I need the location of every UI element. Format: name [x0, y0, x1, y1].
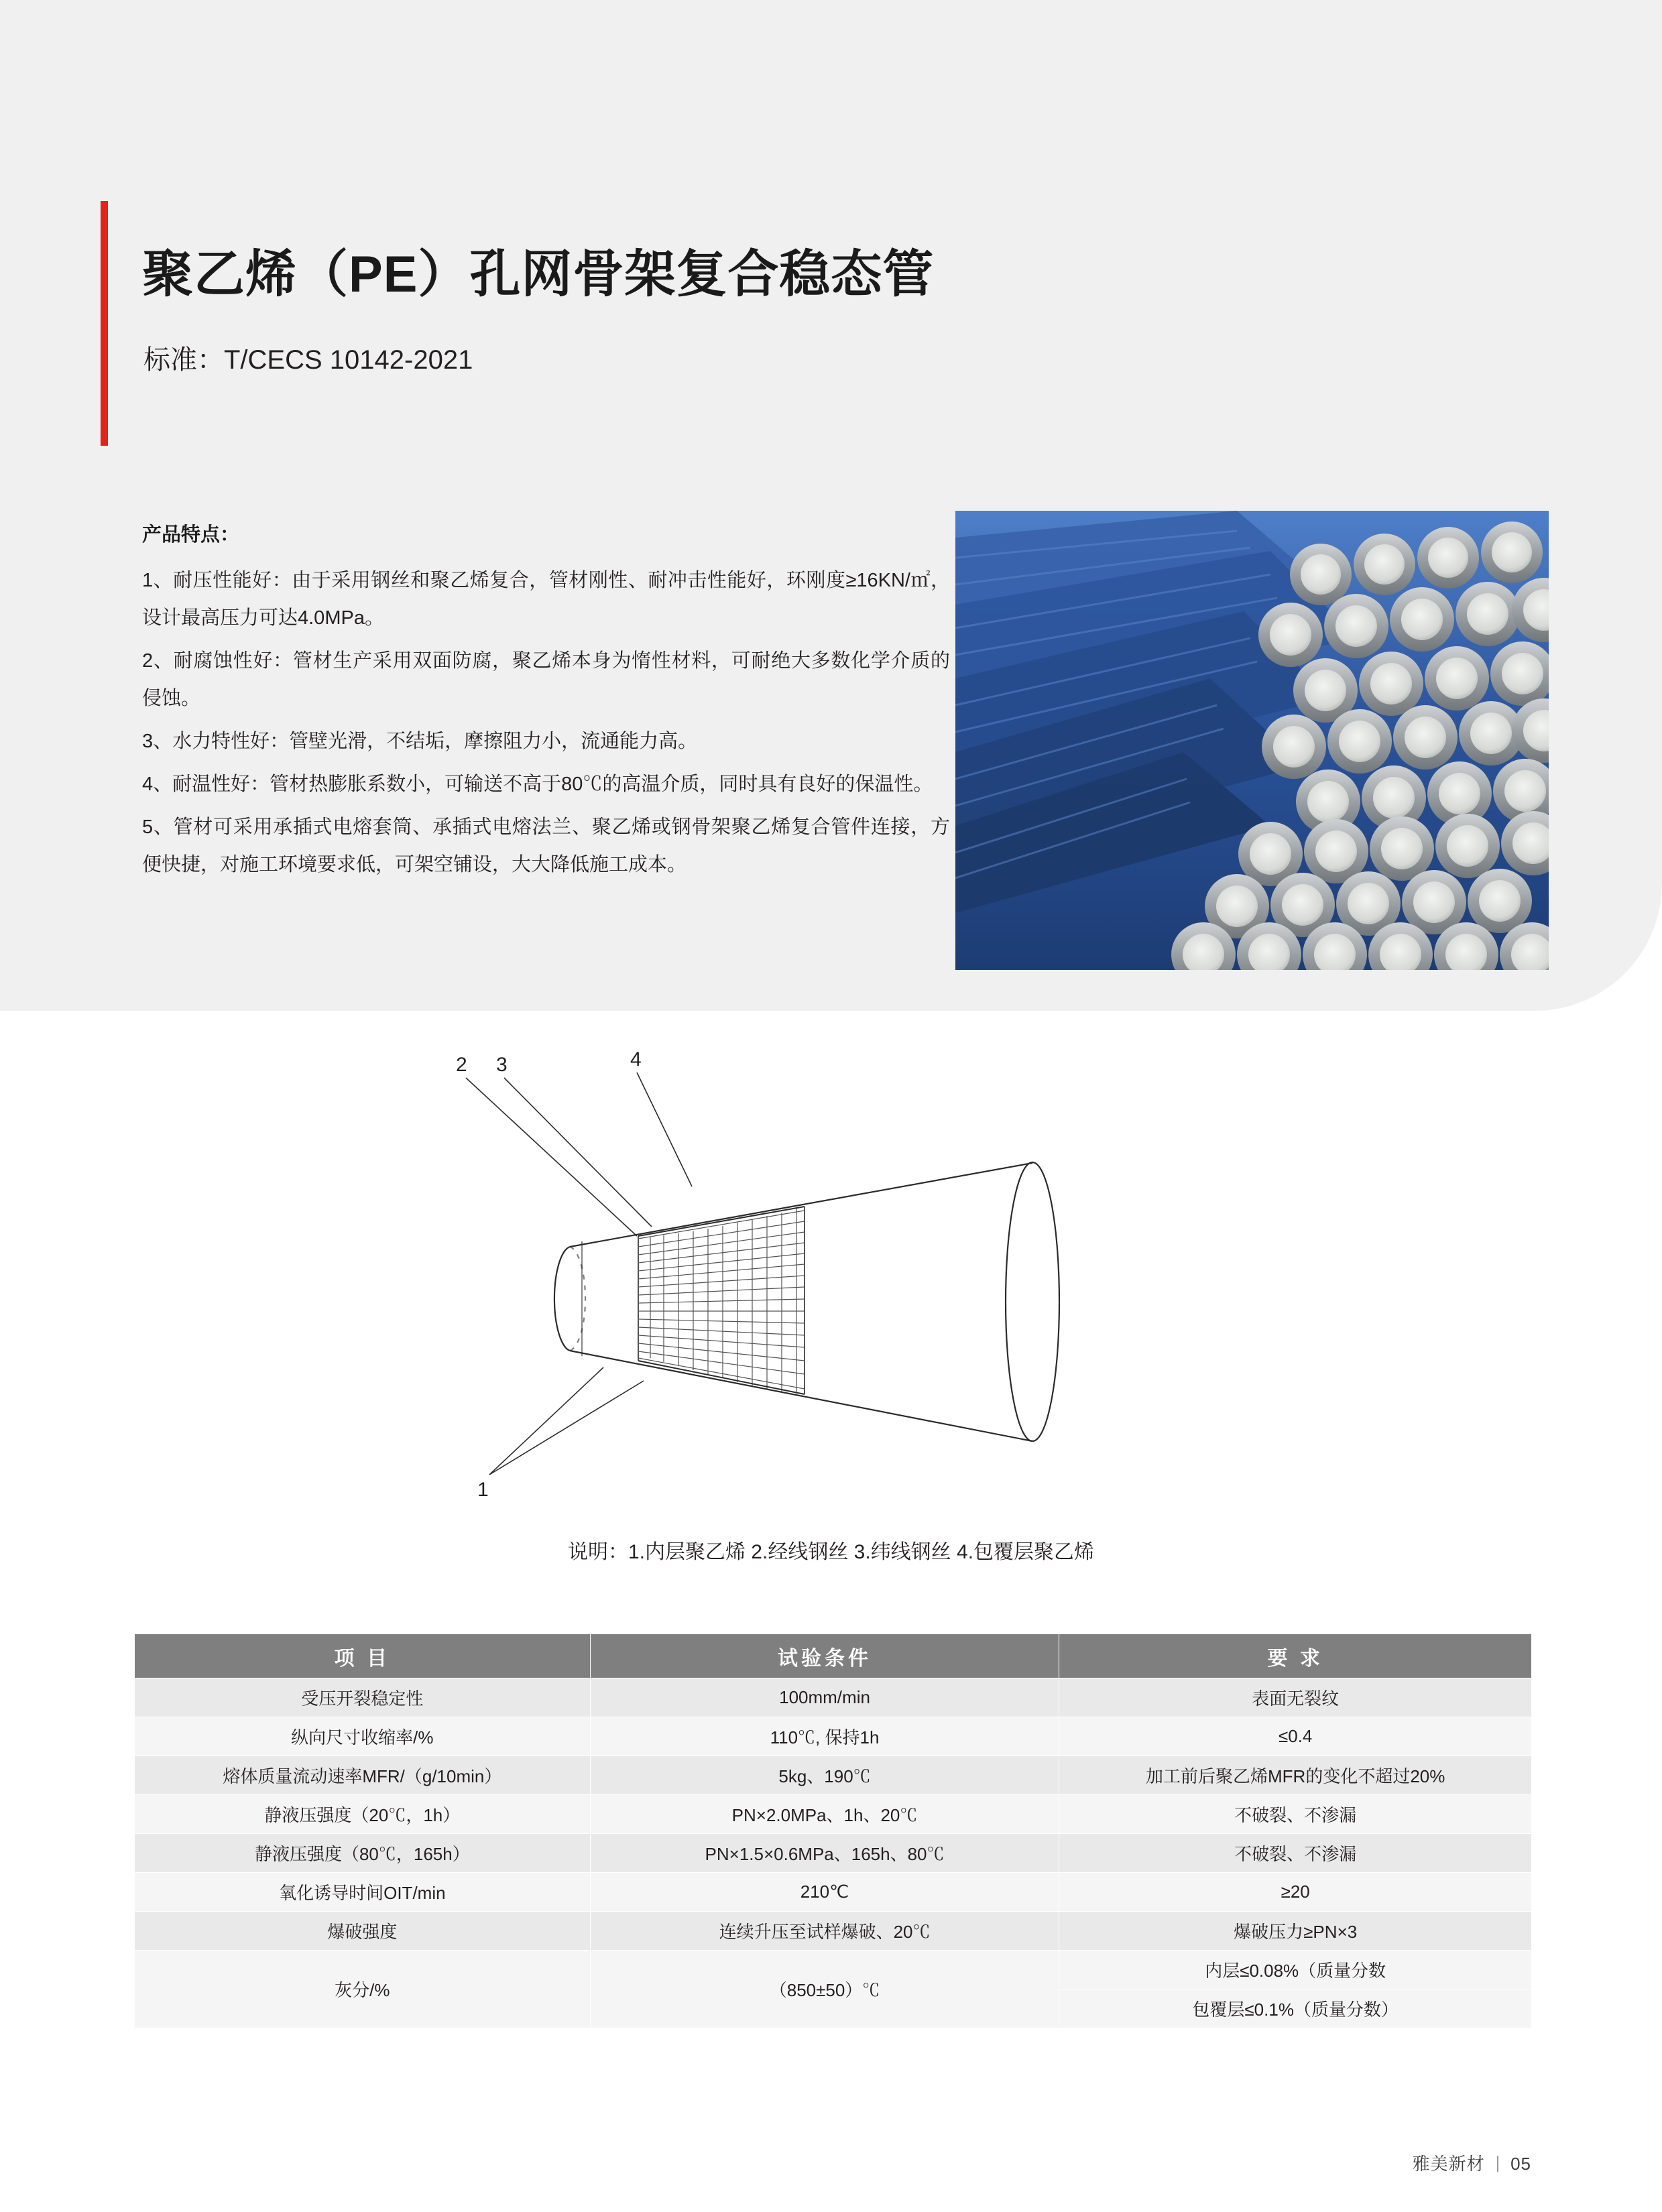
- diagram-label-4: 4: [630, 1048, 642, 1070]
- cell-requirement: 不破裂、不渗漏: [1059, 1834, 1532, 1873]
- title-accent-bar: [101, 201, 108, 446]
- cell-item: 受压开裂稳定性: [135, 1678, 591, 1717]
- diagram-label-1: 1: [477, 1479, 489, 1501]
- cell-condition: 100mm/min: [590, 1678, 1059, 1717]
- spec-table: [134, 1634, 1532, 2028]
- cell-requirement: 表面无裂纹: [1059, 1678, 1532, 1717]
- table-row: [135, 1717, 1532, 1756]
- table-header-row: [135, 1634, 1532, 1678]
- cell-requirement: 爆破压力≥PN×3: [1059, 1912, 1532, 1951]
- cell-requirement: 加工前后聚乙烯MFR的变化不超过20%: [1059, 1756, 1532, 1795]
- cell-requirement: 不破裂、不渗漏: [1059, 1795, 1532, 1834]
- cell-condition: （850±50）℃: [590, 1951, 1059, 2028]
- product-photo: [955, 511, 1549, 970]
- table-row: [135, 1912, 1532, 1951]
- cell-requirement: 内层≤0.08%（质量分数: [1059, 1951, 1532, 1989]
- features-heading: 产品特点：: [142, 524, 240, 546]
- feature-item: 3、水力特性好：管壁光滑，不结垢，摩擦阻力小，流通能力高。: [142, 731, 698, 752]
- table-row: [135, 1834, 1532, 1873]
- table-header-condition: 试验条件: [590, 1634, 1059, 1678]
- cell-requirement: 包覆层≤0.1%（质量分数）: [1059, 1989, 1532, 2028]
- diagram-label-2: 2: [456, 1054, 467, 1076]
- cell-condition: PN×2.0MPa、1h、20℃: [590, 1795, 1059, 1834]
- cell-item: 熔体质量流动速率MFR/（g/10min）: [135, 1756, 591, 1795]
- cell-requirement: ≥20: [1059, 1873, 1532, 1912]
- feature-item: 4、耐温性好：管材热膨胀系数小，可输送不高于80℃的高温介质，同时具有良好的保温性。: [142, 774, 933, 795]
- page-footer: [1413, 2150, 1531, 2175]
- feature-item: 2、耐腐蚀性好：管材生产采用双面防腐，聚乙烯本身为惰性材料，可耐绝大多数化学介质的侵蚀。: [142, 650, 950, 709]
- cell-condition: PN×1.5×0.6MPa、165h、80℃: [590, 1834, 1059, 1873]
- footer-brand: 雅美新材: [1412, 2154, 1485, 2174]
- feature-item: 1、耐压性能好：由于采用钢丝和聚乙烯复合，管材刚性、耐冲击性能好，环刚度≥16KN/㎡，设计最高压力可达4.0MPa。: [142, 570, 950, 629]
- page-number: 05: [1510, 2154, 1531, 2174]
- cell-item: 静液压强度（20℃，1h）: [135, 1795, 591, 1834]
- cell-item: 静液压强度（80℃，165h）: [135, 1834, 591, 1873]
- cell-condition: 210℃: [590, 1873, 1059, 1912]
- footer-divider: [1497, 2156, 1498, 2172]
- table-row-ash: [135, 1951, 1532, 1989]
- table-row: [135, 1678, 1532, 1717]
- table-row: [135, 1873, 1532, 1912]
- feature-item: 5、管材可采用承插式电熔套筒、承插式电熔法兰、聚乙烯或钢骨架聚乙烯复合管件连接，方便快捷，对施工环境要求低，可架空铺设，大大降低施工成本。: [142, 816, 950, 875]
- cell-condition: 5kg、190℃: [590, 1756, 1059, 1795]
- cell-condition: 连续升压至试样爆破、20℃: [590, 1912, 1059, 1951]
- cell-item: 爆破强度: [135, 1912, 591, 1951]
- cell-condition: 110℃, 保持1h: [590, 1717, 1059, 1756]
- table-header-requirement: 要 求: [1059, 1634, 1532, 1678]
- diagram-caption: 说明：1.内层聚乙烯 2.经线钢丝 3.纬线钢丝 4.包覆层聚乙烯: [567, 1541, 1095, 1563]
- cell-item: 纵向尺寸收缩率/%: [135, 1717, 591, 1756]
- page-title: 聚乙烯（PE）孔网骨架复合稳态管: [142, 246, 935, 303]
- cell-item: 氧化诱导时间OIT/min: [135, 1873, 591, 1912]
- table-row: [135, 1795, 1532, 1834]
- table-row: [135, 1756, 1532, 1795]
- cell-requirement: ≤0.4: [1059, 1717, 1532, 1756]
- pipe-structure-diagram: [402, 1046, 1294, 1501]
- standard-code: 标准：T/CECS 10142-2021: [143, 345, 473, 375]
- diagram-label-3: 3: [496, 1054, 508, 1076]
- product-features: [142, 519, 950, 889]
- table-header-item: 项 目: [135, 1634, 591, 1678]
- cell-item: 灰分/%: [135, 1951, 591, 2028]
